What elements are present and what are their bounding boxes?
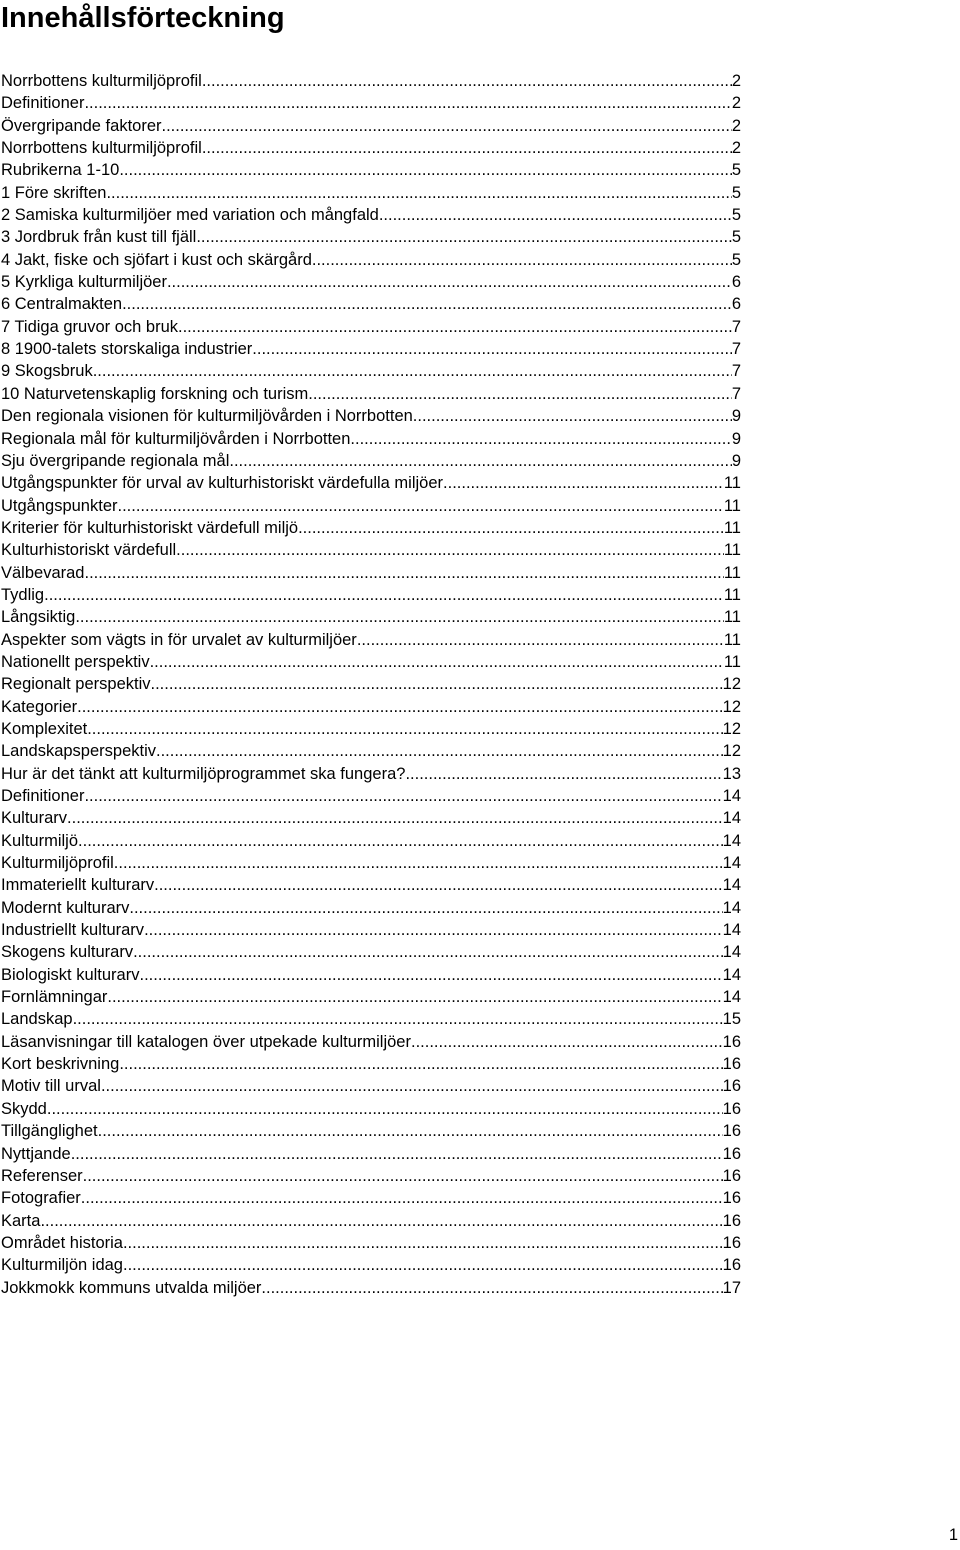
toc-entry-title: Landskap [1,1010,73,1029]
toc-dot-leader [167,271,732,293]
toc-entry-title: Kulturhistoriskt värdefull [1,541,177,560]
toc-entry[interactable] [1,606,741,628]
toc-dot-leader [84,562,723,584]
toc-entry-page: 14 [722,876,741,895]
toc-entry-page: 11 [723,518,741,537]
toc-entry-title: Tillgänglighet [1,1122,98,1141]
toc-entry[interactable] [1,517,741,539]
toc-entry-page: 16 [722,1077,741,1096]
toc-entry[interactable] [1,249,741,271]
toc-entry[interactable] [1,1031,741,1053]
page-number: 1 [948,1526,958,1544]
toc-dot-leader [379,204,732,226]
toc-entry-title: Regionalt perspektiv [1,675,151,694]
toc-entry-page: 7 [731,340,741,359]
toc-entry[interactable] [1,1053,741,1075]
toc-entry-title: Fotografier [1,1189,81,1208]
toc-entry[interactable] [1,405,741,427]
toc-entry-page: 16 [722,1144,741,1163]
toc-entry[interactable] [1,1143,741,1165]
toc-entry[interactable] [1,562,741,584]
toc-dot-leader [84,92,731,114]
toc-entry-page: 16 [722,1233,741,1252]
toc-entry[interactable] [1,964,741,986]
toc-entry[interactable] [1,740,741,762]
toc-dot-leader [81,1187,723,1209]
toc-entry-page: 16 [722,1055,741,1074]
toc-entry-page: 14 [722,787,741,805]
toc-entry-title: 6 Centralmakten [1,295,123,314]
toc-entry-page: 14 [722,943,741,962]
toc-entry-page: 5 [731,206,741,225]
toc-entry-title: Läsanvisningar till katalogen över utpekade kulturmiljöer [1,1032,411,1051]
toc-entry-page: 9 [731,429,741,448]
toc-entry-page: 16 [722,1211,741,1230]
toc-entry[interactable] [1,360,741,382]
toc-entry[interactable] [1,1210,741,1232]
toc-entry-page: 11 [723,652,741,671]
toc-dot-leader [106,182,731,204]
toc-entry-title: Kort beskrivning [1,1055,120,1074]
toc-dot-leader [123,1232,723,1254]
toc-entry[interactable] [1,852,741,874]
toc-entry-page: 5 [731,228,741,247]
toc-entry-title: 4 Jakt, fiske och sjöfart i kust och skärgård [1,250,312,269]
toc-entry-title: Nyttjande [1,1144,71,1163]
toc-entry-title: 5 Kyrkliga kulturmiljöer [1,273,167,292]
toc-dot-leader [114,852,723,874]
toc-entry-title: Biologiskt kulturarv [1,965,140,984]
toc-entry[interactable] [1,472,741,494]
toc-entry[interactable] [1,450,741,472]
toc-entry-title: Skydd [1,1099,47,1118]
toc-entry-page: 12 [722,742,741,761]
toc-entry[interactable] [1,226,741,248]
toc-entry-page: 11 [723,585,741,604]
toc-entry-title: Regionala mål för kulturmiljövården i Norrbotten [1,429,351,448]
toc-entry-title: Tydlig [1,585,45,604]
toc-entry[interactable] [1,1098,741,1120]
toc-entry-page: 11 [723,496,741,515]
toc-entry[interactable] [1,941,741,963]
toc-dot-leader [252,338,732,360]
toc-entry-page: 16 [722,1189,741,1208]
toc-entry-page: 9 [731,407,741,426]
toc-entry-title: Utgångspunkter [1,496,118,515]
toc-dot-leader [119,1053,722,1075]
toc-entry[interactable] [1,182,741,204]
toc-entry-page: 7 [731,362,741,381]
toc-entry-title: Rubrikerna 1-10 [1,161,120,180]
toc-dot-leader [443,472,724,494]
toc-entry-title: 10 Naturvetenskaplig forskning och turism [1,384,309,403]
toc-entry[interactable] [1,718,741,740]
toc-dot-leader [40,1210,722,1232]
toc-entry-title: Aspekter som vägts in för urvalet av kulturmiljöer [1,630,357,649]
toc-entry-page: 12 [722,719,741,738]
toc-dot-leader [154,874,723,896]
toc-entry-title: 1 Före skriften [1,183,107,202]
toc-entry-page: 13 [722,764,741,783]
toc-entry-title: Jokkmokk kommuns utvalda miljöer [1,1278,262,1297]
toc-entry-page: 5 [731,250,741,269]
toc-entry[interactable] [1,763,741,785]
toc-dot-leader [98,1120,723,1142]
toc-entry-title: Sju övergripande regionala mål [1,451,230,470]
toc-entry-title: Övergripande faktorer [1,116,162,135]
toc-entry-title: Området historia [1,1233,123,1252]
toc-entry[interactable] [1,293,741,315]
toc-entry[interactable] [1,651,741,673]
toc-dot-leader [122,293,732,315]
toc-entry-page: 7 [731,317,741,336]
toc-entry-page: 2 [731,72,741,90]
toc-dot-leader [261,1277,722,1299]
toc-entry[interactable] [1,696,741,718]
toc-entry[interactable] [1,986,741,1008]
toc-entry-page: 11 [723,630,741,649]
toc-dot-leader [150,651,724,673]
toc-entry[interactable] [1,1187,741,1209]
toc-entry[interactable] [1,159,741,181]
table-of-contents [1,70,741,1299]
toc-entry-page: 11 [723,563,741,582]
toc-entry-page: 14 [722,854,741,873]
toc-dot-leader [75,606,724,628]
toc-entry[interactable] [1,204,741,226]
toc-entry-title: Karta [1,1211,41,1230]
toc-dot-leader [73,1008,723,1030]
toc-entry-title: 7 Tidiga gruvor och bruk [1,317,179,336]
toc-entry-title: Fornlämningar [1,988,108,1007]
toc-entry[interactable] [1,115,741,137]
toc-dot-leader [87,718,722,740]
toc-entry-title: Välbevarad [1,563,85,582]
toc-entry-title: Kriterier för kulturhistoriskt värdefull miljö [1,518,299,537]
toc-entry-title: 8 1900-talets storskaliga industrier [1,340,253,359]
toc-entry[interactable] [1,1254,741,1276]
toc-dot-leader [357,629,724,651]
toc-dot-leader [44,584,724,606]
toc-entry-title: 2 Samiska kulturmiljöer med variation och mångfald [1,206,379,225]
toc-entry-title: Definitioner [1,94,85,113]
toc-entry-title: Komplexitet [1,719,88,738]
toc-entry[interactable] [1,495,741,517]
toc-entry-page: 6 [731,273,741,292]
toc-entry-page: 11 [723,608,741,627]
toc-dot-leader [156,740,723,762]
toc-entry-page: 16 [722,1122,741,1141]
toc-dot-leader [83,1165,723,1187]
toc-entry-page: 7 [731,384,741,403]
toc-entry[interactable] [1,785,741,807]
toc-dot-leader [202,70,732,92]
toc-entry-title: Definitioner [1,787,85,805]
toc-dot-leader [196,226,731,248]
toc-entry-page: 9 [731,451,741,470]
toc-entry-page: 5 [731,161,741,180]
toc-dot-leader [71,1143,723,1165]
toc-entry-page: 14 [722,921,741,940]
toc-entry-page: 2 [731,94,741,113]
toc-entry-title: 9 Skogsbruk [1,362,93,381]
toc-entry[interactable] [1,1008,741,1030]
toc-entry-page: 17 [722,1278,741,1297]
toc-entry-title: Den regionala visionen för kulturmiljövården i Norrbotten [1,407,413,426]
toc-entry-title: Landskapsperspektiv [1,742,157,761]
toc-dot-leader [144,919,723,941]
toc-entry-page: 14 [722,809,741,828]
toc-entry[interactable] [1,673,741,695]
toc-entry-page: 14 [722,831,741,850]
toc-entry-page: 16 [722,1166,741,1185]
toc-dot-leader [162,115,732,137]
toc-entry-title: Kulturarv [1,809,68,828]
toc-entry[interactable] [1,1277,741,1299]
toc-dot-leader [413,405,732,427]
toc-dot-leader [411,1031,723,1053]
toc-entry-page: 11 [723,541,741,560]
toc-entry[interactable] [1,1232,741,1254]
toc-dot-leader [176,539,724,561]
toc-entry-page: 12 [722,675,741,694]
toc-dot-leader [202,137,732,159]
toc-entry[interactable] [1,807,741,829]
toc-dot-leader [47,1098,723,1120]
toc-entry-title: Skogens kulturarv [1,943,134,962]
toc-dot-leader [101,1075,723,1097]
toc-entry-page: 11 [723,474,741,493]
toc-entry-title: Kategorier [1,697,78,716]
toc-entry-title: Norrbottens kulturmiljöprofil [1,139,202,158]
toc-entry-page: 16 [722,1256,741,1275]
toc-dot-leader [129,897,722,919]
toc-dot-leader [312,249,732,271]
toc-entry-page: 5 [731,183,741,202]
toc-entry-title: Långsiktig [1,608,76,627]
toc-dot-leader [123,1254,723,1276]
toc-entry-title: Referenser [1,1166,83,1185]
toc-entry-page: 2 [731,116,741,135]
toc-dot-leader [67,807,723,829]
toc-dot-leader [93,360,732,382]
toc-dot-leader [84,785,722,807]
toc-dot-leader [229,450,731,472]
toc-dot-leader [405,763,722,785]
toc-entry-title: Hur är det tänkt att kulturmiljöprogrammet ska fungera? [1,764,406,783]
toc-entry-page: 14 [722,965,741,984]
toc-entry-title: Modernt kulturarv [1,898,130,917]
toc-entry[interactable] [1,1075,741,1097]
toc-entry[interactable] [1,1165,741,1187]
toc-dot-leader [78,830,723,852]
toc-entry-title: Industriellt kulturarv [1,921,145,940]
toc-dot-leader [178,316,732,338]
toc-entry[interactable] [1,897,741,919]
toc-dot-leader [350,428,731,450]
toc-entry[interactable] [1,316,741,338]
toc-entry[interactable] [1,830,741,852]
toc-entry-title: Kulturmiljöprofil [1,854,114,873]
toc-entry-title: Kulturmiljö [1,831,79,850]
toc-entry[interactable] [1,338,741,360]
toc-entry[interactable] [1,271,741,293]
toc-dot-leader [133,941,723,963]
toc-entry-title: Kulturmiljön idag [1,1256,123,1275]
toc-dot-leader [107,986,722,1008]
toc-entry[interactable] [1,629,741,651]
toc-entry-title: Utgångspunkter för urval av kulturhistoriskt värdefulla miljöer [1,474,444,493]
toc-dot-leader [139,964,722,986]
toc-entry-page: 15 [722,1010,741,1029]
toc-entry-page: 14 [722,898,741,917]
toc-entry[interactable] [1,70,741,92]
toc-entry-page: 2 [731,139,741,158]
toc-entry-title: Norrbottens kulturmiljöprofil [1,72,202,90]
page-title: Innehållsförteckning [1,2,285,34]
toc-dot-leader [308,383,732,405]
toc-entry-page: 12 [722,697,741,716]
toc-entry-page: 16 [722,1032,741,1051]
toc-entry-page: 14 [722,988,741,1007]
toc-dot-leader [77,696,723,718]
toc-entry[interactable] [1,919,741,941]
toc-entry[interactable] [1,584,741,606]
toc-entry[interactable] [1,428,741,450]
toc-entry-title: Immateriellt kulturarv [1,876,155,895]
toc-entry[interactable] [1,137,741,159]
toc-entry-page: 6 [731,295,741,314]
toc-dot-leader [118,495,724,517]
toc-entry-title: Nationellt perspektiv [1,652,150,671]
toc-entry[interactable] [1,1120,741,1142]
toc-dot-leader [298,517,724,539]
toc-entry[interactable] [1,383,741,405]
toc-entry-title: 3 Jordbruk från kust till fjäll [1,228,197,247]
toc-dot-leader [119,159,732,181]
toc-entry[interactable] [1,874,741,896]
toc-entry[interactable] [1,539,741,561]
toc-entry[interactable] [1,92,741,114]
toc-dot-leader [151,673,723,695]
toc-entry-page: 16 [722,1099,741,1118]
toc-entry-title: Motiv till urval [1,1077,101,1096]
